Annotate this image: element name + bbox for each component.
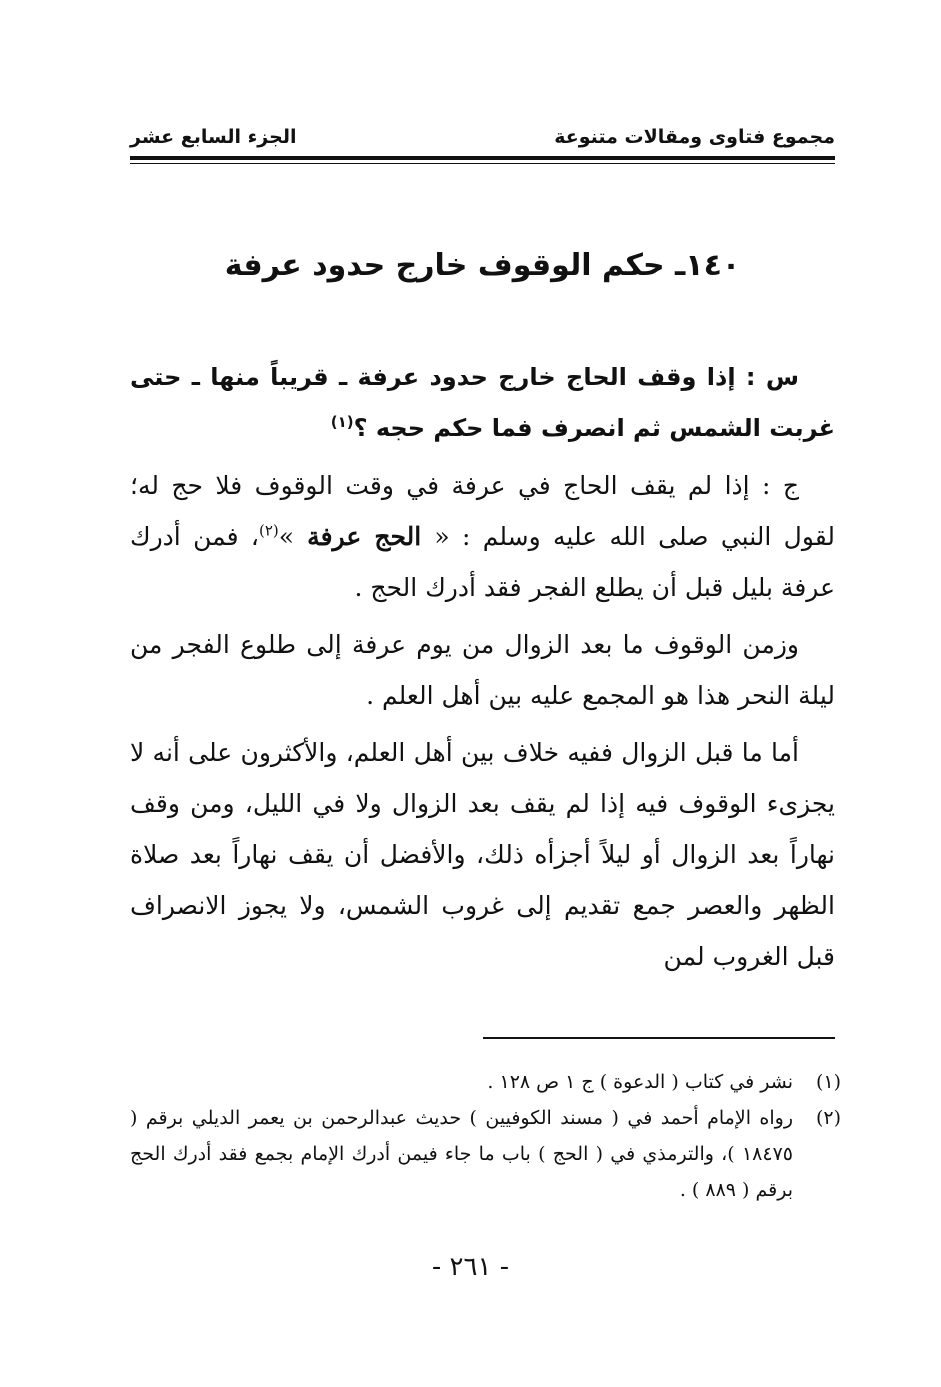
footnote-number: (١): [815, 1071, 841, 1093]
quote-close: »: [278, 522, 295, 551]
book-title: مجموع فتاوى ومقالات متنوعة: [554, 126, 835, 148]
running-header: [130, 122, 835, 162]
answer-paragraph-3: أما ما قبل الزوال ففيه خلاف بين أهل العلم، والأكثرون على أنه لا يجزىء الوقوف فيه إذا لم يقف بعد الزوال ولا في الليل، ومن وقف نهاراً بعد الزوال أو ليلاً أجزأه ذلك، والأفضل أن يقف نهاراً بعد صلاة الظهر والعصر جمع تقديم إلى غروب الشمس، ولا يجوز الانصراف قبل الغروب لمن: [130, 738, 835, 971]
footnote-item: [130, 1064, 841, 1100]
question-paragraph: [130, 352, 835, 454]
volume-label: الجزء السابع عشر: [130, 126, 297, 148]
footnote-number: (٢): [815, 1107, 841, 1129]
question-text: س : إذا وقف الحاج خارج حدود عرفة ـ قريباً منها ـ حتى غربت الشمس ثم انصرف فما حكم حجه ؟: [130, 363, 835, 442]
footnote-text: نشر في كتاب ( الدعوة ) ج ١ ص ١٢٨ .: [487, 1071, 793, 1093]
hadith-quote: الحج عرفة: [294, 522, 435, 551]
answer-paragraph-2: وزمن الوقوف ما بعد الزوال من يوم عرفة إلى طلوع الفجر من ليلة النحر هذا هو المجمع عليه بين أهل العلم .: [130, 630, 835, 710]
header-rule-thick: [130, 156, 835, 160]
footnote-ref-1: (١): [330, 413, 354, 431]
header-rule-thin: [130, 163, 835, 164]
answer-text-1b: ، فمن أدرك عرفة بليل قبل أن يطلع الفجر فقد أدرك الحج .: [130, 522, 835, 602]
answer-text-1a: ج : إذا لم يقف الحاج في عرفة في وقت الوقوف فلا حج له؛ لقول النبي صلى الله عليه وسلم : «: [130, 471, 836, 551]
body-text: [130, 352, 835, 988]
answer-paragraph-1: [130, 460, 835, 613]
footnote-separator: [483, 1037, 835, 1039]
footnotes: [130, 1064, 841, 1208]
article-title: ١٤٠ـ حكم الوقوف خارج حدود عرفة: [224, 248, 741, 283]
footnote-ref-2: (٢): [258, 521, 279, 540]
footnote-item: [130, 1100, 841, 1208]
footnote-text: رواه الإمام أحمد في ( مسند الكوفيين ) حديث عبدالرحمن بن يعمر الديلي برقم ( ١٨٤٧٥ )، والترمذي في ( الحج ) باب ما جاء فيمن أدرك الإمام بجمع فقد أدرك الحج برقم ( ٨٨٩ ) .: [130, 1107, 793, 1201]
page-number: - ٢٦١ -: [431, 1252, 510, 1282]
